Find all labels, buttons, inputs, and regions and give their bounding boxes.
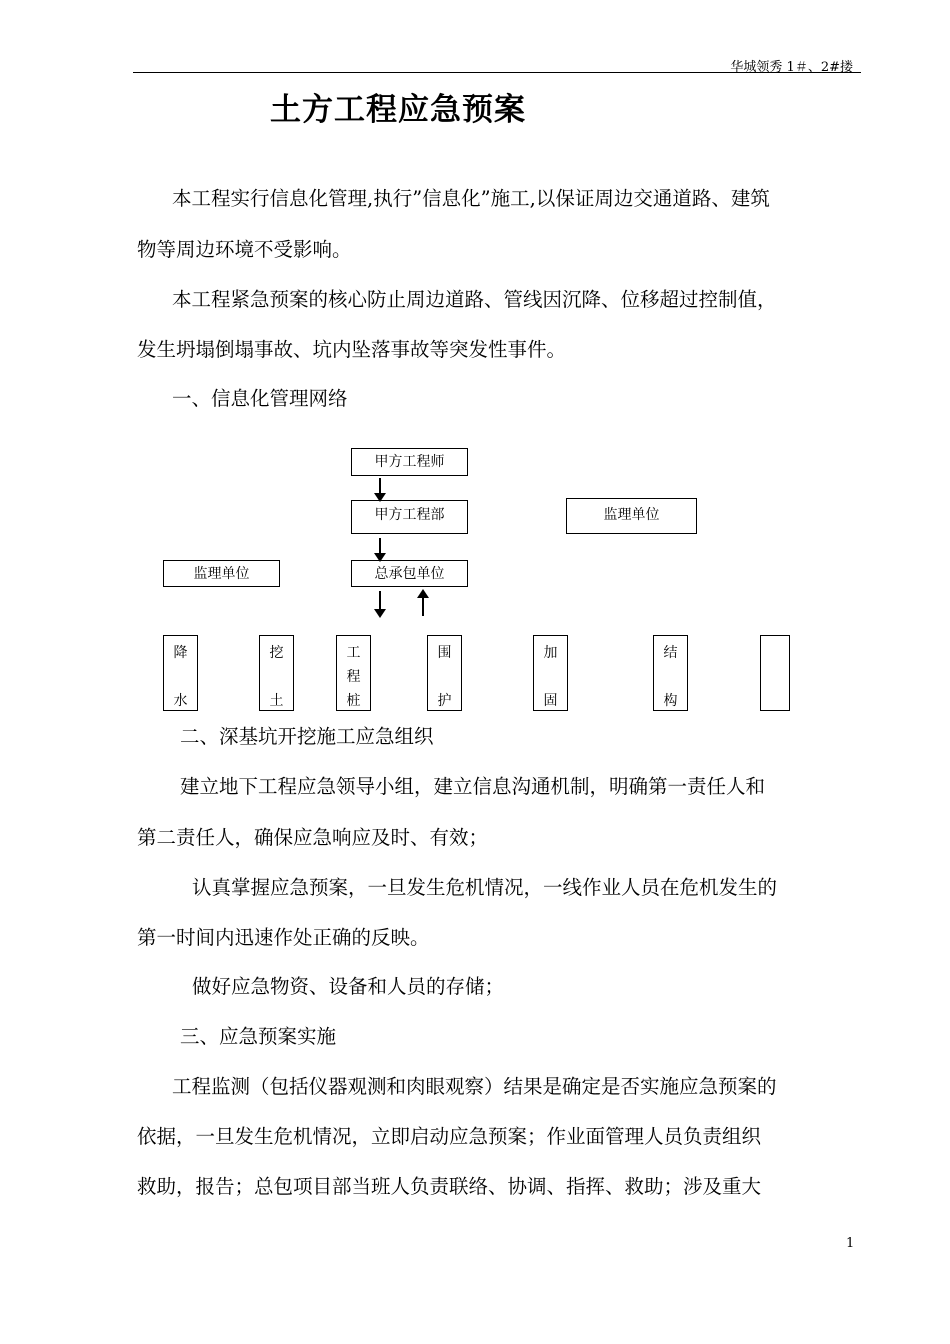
section2-p1-line2: 第二责任人，确保应急响应及时、有效； bbox=[137, 826, 489, 849]
section2-p2-line2: 第一时间内迅速作处正确的反映。 bbox=[137, 926, 430, 949]
unit-char: 桩 bbox=[346, 693, 361, 709]
unit-char: 构 bbox=[663, 693, 678, 709]
unit-box-reinforcement bbox=[533, 635, 568, 711]
section2-p2-line1: 认真掌握应急预案，一旦发生危机情况，一线作业人员在危机发生的 bbox=[192, 876, 778, 899]
unit-box-dewatering bbox=[163, 635, 198, 711]
header-rule bbox=[133, 72, 861, 73]
intro-p1-line1: 本工程实行信息化管理,执行”信息化”施工,以保证周边交通道路、建筑 bbox=[172, 187, 770, 210]
section1-heading: 一、信息化管理网络 bbox=[172, 387, 348, 410]
section3-p1-line2: 依据，一旦发生危机情况，立即启动应急预案；作业面管理人员负责组织 bbox=[137, 1125, 762, 1148]
owner-dept-box: 甲方工程部 bbox=[351, 500, 468, 534]
arrow-down-icon bbox=[379, 478, 381, 500]
supervisor-box-left: 监理单位 bbox=[163, 560, 280, 587]
unit-char: 土 bbox=[269, 693, 284, 709]
unit-char: 挖 bbox=[269, 645, 284, 661]
general-contractor-box: 总承包单位 bbox=[351, 560, 468, 587]
unit-box-empty bbox=[760, 635, 790, 711]
section2-heading: 二、深基坑开挖施工应急组织 bbox=[180, 725, 434, 748]
unit-char: 围 bbox=[437, 645, 452, 661]
unit-char: 程 bbox=[346, 669, 361, 685]
section2-p1-line1: 建立地下工程应急领导小组，建立信息沟通机制，明确第一责任人和 bbox=[180, 775, 766, 798]
unit-char: 加 bbox=[543, 645, 558, 661]
arrow-up-icon bbox=[422, 591, 424, 616]
unit-char: 降 bbox=[173, 645, 188, 661]
unit-char: 固 bbox=[543, 693, 558, 709]
section3-heading: 三、应急预案实施 bbox=[180, 1025, 337, 1048]
owner-engineer-box: 甲方工程师 bbox=[351, 448, 468, 476]
supervisor-box-right: 监理单位 bbox=[566, 498, 697, 534]
section3-p1-line1: 工程监测（包括仪器观测和肉眼观察）结果是确定是否实施应急预案的 bbox=[172, 1075, 777, 1098]
intro-p1-line2: 物等周边环境不受影响。 bbox=[137, 238, 352, 261]
unit-box-excavation bbox=[259, 635, 294, 711]
arrow-down-icon bbox=[379, 538, 381, 560]
unit-char: 护 bbox=[437, 693, 452, 709]
unit-box-structure bbox=[653, 635, 688, 711]
page-title: 土方工程应急预案 bbox=[270, 92, 526, 128]
unit-box-piling bbox=[336, 635, 371, 711]
unit-char: 结 bbox=[663, 645, 678, 661]
intro-p2-line2: 发生坍塌倒塌事故、坑内坠落事故等突发性事件。 bbox=[137, 338, 567, 361]
running-header: 华城领秀 1＃、2#搂 bbox=[730, 60, 853, 75]
section3-p1-line3: 救助，报告；总包项目部当班人负责联络、协调、指挥、救助；涉及重大 bbox=[137, 1175, 762, 1198]
unit-char: 水 bbox=[173, 693, 188, 709]
unit-box-retaining bbox=[427, 635, 462, 711]
arrow-down-icon bbox=[379, 591, 381, 616]
unit-char: 工 bbox=[346, 645, 361, 661]
intro-p2-line1: 本工程紧急预案的核心防止周边道路、管线因沉降、位移超过控制值， bbox=[172, 288, 777, 311]
page-number: 1 bbox=[846, 1236, 855, 1251]
section2-p3: 做好应急物资、设备和人员的存储； bbox=[192, 975, 505, 998]
